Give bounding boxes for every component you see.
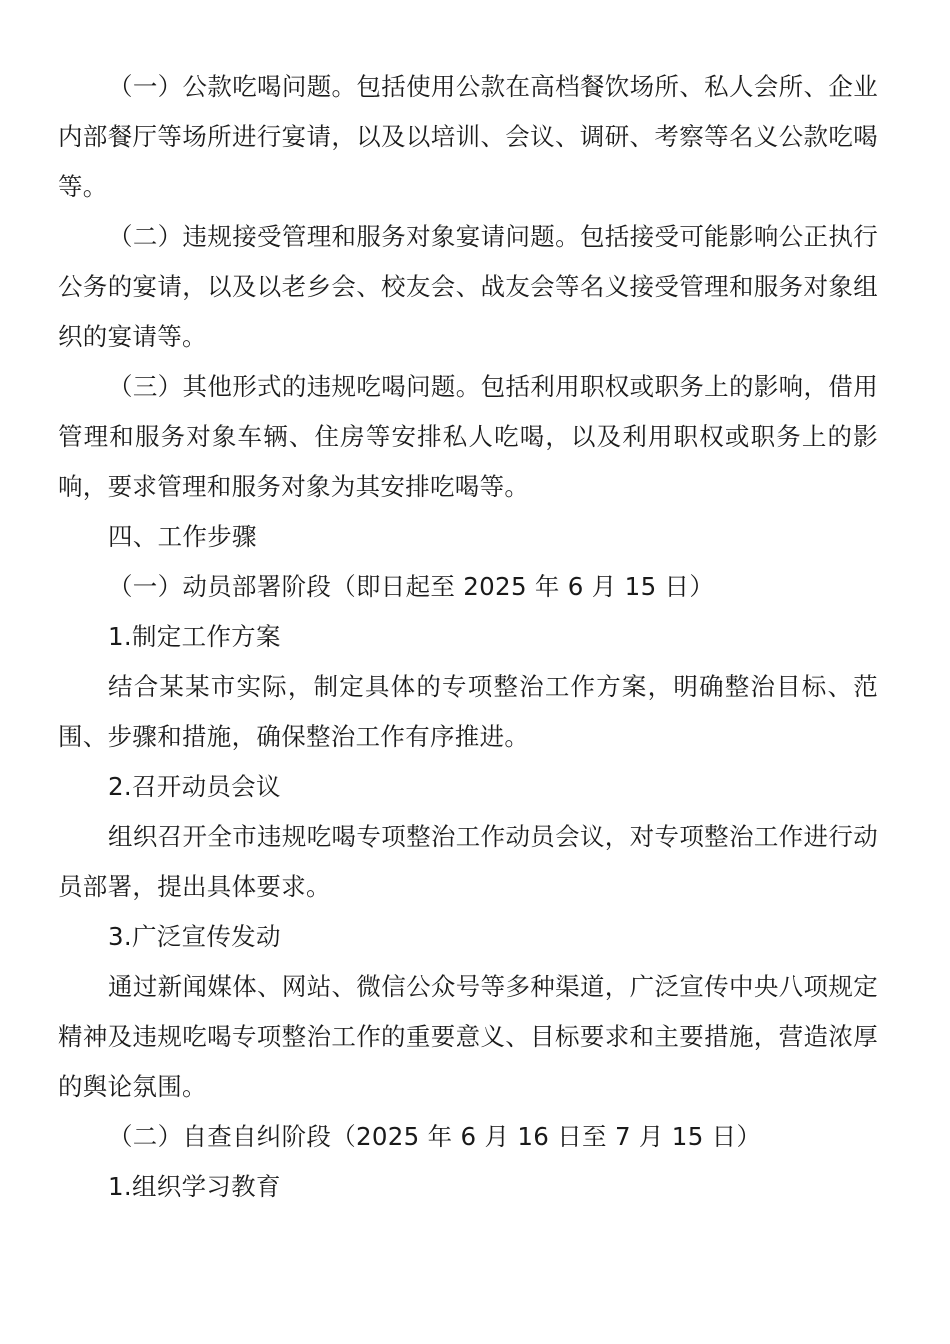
paragraph-publicity: 通过新闻媒体、网站、微信公众号等多种渠道，广泛宣传中央八项规定精神及违规吃喝专项整治工作的重要意义、目标要求和主要措施，营造浓厚的舆论氛围。 xyxy=(58,972,878,1101)
paragraph-other-violations: （三）其他形式的违规吃喝问题。包括利用职权或职务上的影响，借用管理和服务对象车辆、住房等安排私人吃喝，以及利用职权或职务上的影响，要求管理和服务对象为其安排吃喝等。 xyxy=(58,372,878,501)
paragraph-work-plan: 结合某某市实际，制定具体的专项整治工作方案，明确整治目标、范围、步骤和措施，确保整治工作有序推进。 xyxy=(58,672,878,751)
subheading-mobilization-stage: （一）动员部署阶段（即日起至 2025 年 6 月 15 日） xyxy=(108,572,715,601)
paragraph-accepting-banquets: （二）违规接受管理和服务对象宴请问题。包括接受可能影响公正执行公务的宴请，以及以老乡会、校友会、战友会等名义接受管理和服务对象组织的宴请等。 xyxy=(58,222,878,351)
document-page xyxy=(58,62,878,1212)
subheading-self-inspection-stage: （二）自查自纠阶段（2025 年 6 月 16 日至 7 月 15 日） xyxy=(108,1122,762,1151)
paragraph-mobilization-meeting: 组织召开全市违规吃喝专项整治工作动员会议，对专项整治工作进行动员部署，提出具体要求。 xyxy=(58,822,878,901)
item-heading-publicity: 3.广泛宣传发动 xyxy=(108,922,281,951)
section-heading-work-steps: 四、工作步骤 xyxy=(108,522,257,551)
item-heading-study-education: 1.组织学习教育 xyxy=(108,1172,281,1201)
item-heading-work-plan: 1.制定工作方案 xyxy=(108,622,281,651)
item-heading-mobilization-meeting: 2.召开动员会议 xyxy=(108,772,281,801)
paragraph-public-funds-dining: （一）公款吃喝问题。包括使用公款在高档餐饮场所、私人会所、企业内部餐厅等场所进行宴请，以及以培训、会议、调研、考察等名义公款吃喝等。 xyxy=(58,72,878,201)
